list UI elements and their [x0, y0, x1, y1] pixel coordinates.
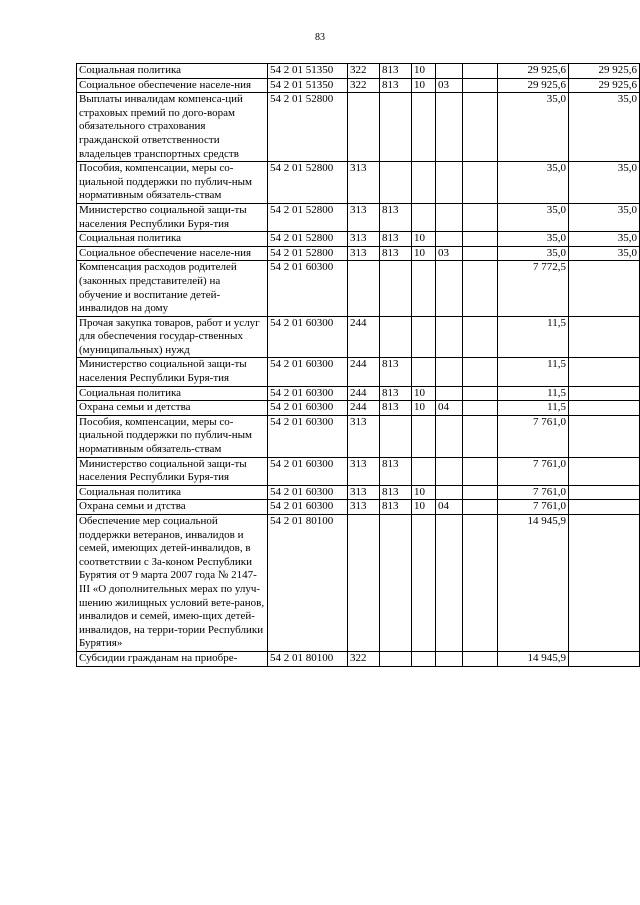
- cell-name: Министерство социальной защи-ты населения Республики Буря-тия: [77, 457, 268, 485]
- cell-section: 10: [412, 246, 436, 261]
- cell-name: Субсидии гражданам на приобре-: [77, 651, 268, 666]
- cell-amount-2: [569, 386, 640, 401]
- cell-target-article: 54 2 01 60300: [268, 485, 348, 500]
- cell-section: [412, 261, 436, 316]
- cell-target-article: 54 2 01 60300: [268, 316, 348, 358]
- cell-name: Министерство социальной защи-ты населения Республики Буря-тия: [77, 203, 268, 231]
- cell-section: [412, 93, 436, 162]
- cell-expense-type: 313: [348, 485, 380, 500]
- table-row: [77, 316, 640, 358]
- table-row: [77, 93, 640, 162]
- cell-amount-1: 7 772,5: [498, 261, 569, 316]
- cell-name: Выплаты инвалидам компенса-ций страховых премий по дого-ворам обязательного страхования гражданской ответственности владельцев транспортных средств: [77, 93, 268, 162]
- cell-target-article: 54 2 01 52800: [268, 203, 348, 231]
- table-row: [77, 232, 640, 247]
- cell-subsection: [436, 415, 463, 457]
- cell-empty: [463, 500, 498, 515]
- cell-ministry-code: 813: [380, 457, 412, 485]
- cell-ministry-code: 813: [380, 401, 412, 416]
- cell-subsection: [436, 316, 463, 358]
- cell-expense-type: 322: [348, 651, 380, 666]
- cell-section: 10: [412, 232, 436, 247]
- cell-target-article: 54 2 01 60300: [268, 386, 348, 401]
- cell-ministry-code: 813: [380, 485, 412, 500]
- cell-target-article: 54 2 01 60300: [268, 415, 348, 457]
- table-row: [77, 261, 640, 316]
- cell-target-article: 54 2 01 52800: [268, 246, 348, 261]
- cell-amount-2: [569, 651, 640, 666]
- cell-empty: [463, 651, 498, 666]
- cell-name: Охрана семьи и детства: [77, 401, 268, 416]
- cell-name: Социальная политика: [77, 485, 268, 500]
- cell-target-article: 54 2 01 60300: [268, 500, 348, 515]
- cell-amount-2: [569, 401, 640, 416]
- cell-amount-1: 35,0: [498, 162, 569, 204]
- cell-name: Министерство социальной защи-ты населения Республики Буря-тия: [77, 358, 268, 386]
- table-row: [77, 386, 640, 401]
- cell-amount-1: 14 945,9: [498, 515, 569, 652]
- cell-section: [412, 316, 436, 358]
- cell-target-article: 54 2 01 51350: [268, 64, 348, 79]
- cell-ministry-code: [380, 93, 412, 162]
- cell-amount-2: 35,0: [569, 93, 640, 162]
- cell-amount-2: 35,0: [569, 203, 640, 231]
- cell-expense-type: [348, 93, 380, 162]
- cell-ministry-code: [380, 515, 412, 652]
- cell-section: [412, 358, 436, 386]
- cell-expense-type: [348, 261, 380, 316]
- cell-subsection: [436, 162, 463, 204]
- cell-section: 10: [412, 500, 436, 515]
- cell-ministry-code: 813: [380, 64, 412, 79]
- cell-name: Социальное обеспечение населе-ния: [77, 246, 268, 261]
- cell-amount-1: 11,5: [498, 401, 569, 416]
- cell-name: Пособия, компенсации, меры со-циальной поддержки по публич-ным нормативным обязатель-ствам: [77, 162, 268, 204]
- cell-target-article: 54 2 01 60300: [268, 457, 348, 485]
- cell-amount-2: [569, 358, 640, 386]
- table-row: [77, 651, 640, 666]
- cell-name: Социальное обеспечение населе-ния: [77, 78, 268, 93]
- cell-target-article: 54 2 01 80100: [268, 651, 348, 666]
- cell-subsection: 03: [436, 78, 463, 93]
- cell-amount-1: 35,0: [498, 203, 569, 231]
- cell-amount-2: 35,0: [569, 162, 640, 204]
- cell-name: Прочая закупка товаров, работ и услуг для обеспечения государ-ственных (муниципальных) нужд: [77, 316, 268, 358]
- cell-amount-1: 29 925,6: [498, 78, 569, 93]
- cell-subsection: [436, 651, 463, 666]
- cell-subsection: [436, 515, 463, 652]
- cell-target-article: 54 2 01 51350: [268, 78, 348, 93]
- table-row: [77, 246, 640, 261]
- cell-section: [412, 457, 436, 485]
- cell-expense-type: 313: [348, 246, 380, 261]
- cell-subsection: [436, 485, 463, 500]
- budget-table: [76, 63, 640, 667]
- cell-ministry-code: [380, 651, 412, 666]
- cell-section: [412, 651, 436, 666]
- cell-target-article: 54 2 01 52800: [268, 93, 348, 162]
- cell-amount-2: [569, 316, 640, 358]
- cell-subsection: 03: [436, 246, 463, 261]
- table-row: [77, 162, 640, 204]
- page-number: 83: [315, 32, 325, 43]
- cell-subsection: [436, 457, 463, 485]
- cell-section: [412, 515, 436, 652]
- cell-name: Социальная политика: [77, 232, 268, 247]
- cell-name: Обеспечение мер социальной поддержки ветеранов, инвалидов и семей, имеющих детей-инвалидов, в соответствии с За-коном Республики Бурятия от 9 марта 2007 года № 2147-III «О дополнительных мерах по улуч-шению жилищных условий вете-ранов, инвалидов и семей, имею-щих детей-инвалидов, на терри-тории Республики Бурятия»: [77, 515, 268, 652]
- cell-empty: [463, 485, 498, 500]
- cell-amount-2: 29 925,6: [569, 78, 640, 93]
- cell-subsection: [436, 358, 463, 386]
- cell-section: [412, 415, 436, 457]
- cell-ministry-code: 813: [380, 232, 412, 247]
- cell-amount-1: 11,5: [498, 386, 569, 401]
- cell-expense-type: 313: [348, 415, 380, 457]
- cell-name: Охрана семьи и дтства: [77, 500, 268, 515]
- cell-target-article: 54 2 01 52800: [268, 162, 348, 204]
- cell-expense-type: 313: [348, 162, 380, 204]
- cell-empty: [463, 261, 498, 316]
- cell-amount-2: 29 925,6: [569, 64, 640, 79]
- cell-expense-type: 313: [348, 203, 380, 231]
- cell-expense-type: 313: [348, 457, 380, 485]
- cell-target-article: 54 2 01 60300: [268, 261, 348, 316]
- cell-ministry-code: 813: [380, 203, 412, 231]
- cell-amount-2: 35,0: [569, 246, 640, 261]
- cell-amount-1: 11,5: [498, 358, 569, 386]
- cell-subsection: [436, 93, 463, 162]
- cell-subsection: [436, 64, 463, 79]
- cell-ministry-code: [380, 162, 412, 204]
- cell-empty: [463, 93, 498, 162]
- cell-name: Компенсация расходов родителей (законных представителей) на обучение и воспитание детей-инвалидов на дому: [77, 261, 268, 316]
- table-row: [77, 78, 640, 93]
- cell-name: Пособия, компенсации, меры со-циальной поддержки по публич-ным нормативным обязатель-ствам: [77, 415, 268, 457]
- cell-ministry-code: 813: [380, 246, 412, 261]
- cell-amount-1: 14 945,9: [498, 651, 569, 666]
- cell-amount-1: 7 761,0: [498, 457, 569, 485]
- table-row: [77, 500, 640, 515]
- cell-empty: [463, 203, 498, 231]
- cell-ministry-code: 813: [380, 500, 412, 515]
- cell-subsection: 04: [436, 401, 463, 416]
- cell-expense-type: 244: [348, 386, 380, 401]
- cell-empty: [463, 78, 498, 93]
- cell-expense-type: 244: [348, 316, 380, 358]
- cell-expense-type: 244: [348, 401, 380, 416]
- cell-amount-2: [569, 415, 640, 457]
- cell-empty: [463, 246, 498, 261]
- cell-target-article: 54 2 01 60300: [268, 358, 348, 386]
- cell-empty: [463, 316, 498, 358]
- cell-amount-1: 7 761,0: [498, 485, 569, 500]
- cell-ministry-code: [380, 261, 412, 316]
- cell-empty: [463, 515, 498, 652]
- cell-empty: [463, 64, 498, 79]
- cell-amount-1: 7 761,0: [498, 415, 569, 457]
- cell-ministry-code: [380, 415, 412, 457]
- cell-name: Социальная политика: [77, 64, 268, 79]
- cell-empty: [463, 232, 498, 247]
- cell-section: 10: [412, 78, 436, 93]
- cell-expense-type: 313: [348, 232, 380, 247]
- cell-empty: [463, 401, 498, 416]
- cell-amount-1: 7 761,0: [498, 500, 569, 515]
- cell-amount-1: 35,0: [498, 93, 569, 162]
- table-row: [77, 485, 640, 500]
- cell-expense-type: 322: [348, 64, 380, 79]
- cell-section: [412, 203, 436, 231]
- cell-amount-2: 35,0: [569, 232, 640, 247]
- cell-subsection: 04: [436, 500, 463, 515]
- cell-empty: [463, 162, 498, 204]
- cell-subsection: [436, 386, 463, 401]
- cell-section: 10: [412, 64, 436, 79]
- cell-section: 10: [412, 386, 436, 401]
- cell-expense-type: 313: [348, 500, 380, 515]
- cell-ministry-code: [380, 316, 412, 358]
- cell-ministry-code: 813: [380, 78, 412, 93]
- cell-empty: [463, 386, 498, 401]
- cell-empty: [463, 358, 498, 386]
- cell-expense-type: [348, 515, 380, 652]
- cell-amount-1: 29 925,6: [498, 64, 569, 79]
- cell-subsection: [436, 261, 463, 316]
- cell-amount-2: [569, 515, 640, 652]
- cell-subsection: [436, 203, 463, 231]
- table-row: [77, 515, 640, 652]
- cell-target-article: 54 2 01 60300: [268, 401, 348, 416]
- cell-amount-2: [569, 500, 640, 515]
- cell-section: 10: [412, 485, 436, 500]
- cell-amount-2: [569, 261, 640, 316]
- cell-section: [412, 162, 436, 204]
- cell-expense-type: 322: [348, 78, 380, 93]
- table-row: [77, 64, 640, 79]
- cell-amount-2: [569, 485, 640, 500]
- cell-subsection: [436, 232, 463, 247]
- table-row: [77, 203, 640, 231]
- cell-ministry-code: 813: [380, 386, 412, 401]
- cell-empty: [463, 415, 498, 457]
- cell-amount-1: 11,5: [498, 316, 569, 358]
- table-row: [77, 401, 640, 416]
- cell-target-article: 54 2 01 52800: [268, 232, 348, 247]
- cell-amount-2: [569, 457, 640, 485]
- cell-amount-1: 35,0: [498, 232, 569, 247]
- table-row: [77, 415, 640, 457]
- cell-empty: [463, 457, 498, 485]
- table-row: [77, 457, 640, 485]
- cell-amount-1: 35,0: [498, 246, 569, 261]
- table-row: [77, 358, 640, 386]
- cell-section: 10: [412, 401, 436, 416]
- cell-ministry-code: 813: [380, 358, 412, 386]
- cell-name: Социальная политика: [77, 386, 268, 401]
- cell-target-article: 54 2 01 80100: [268, 515, 348, 652]
- cell-expense-type: 244: [348, 358, 380, 386]
